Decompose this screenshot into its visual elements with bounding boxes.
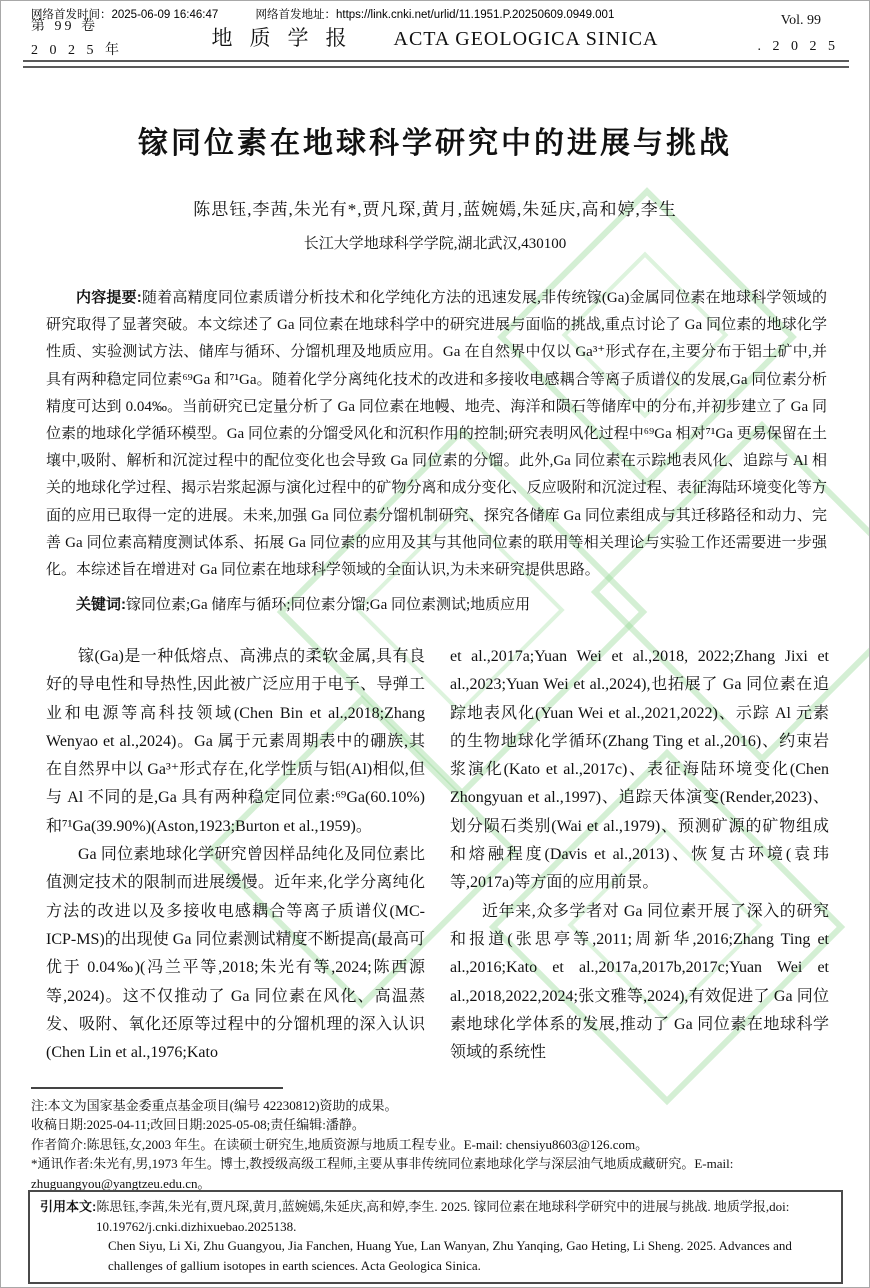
- citation-cn: [40, 1197, 831, 1236]
- left-column: [46, 643, 425, 1067]
- abstract-text: 随着高精度同位素质谱分析技术和化学纯化方法的迅速发展,非传统镓(Ga)金属同位素在地球科学领域的研究取得了显著突破。本文综述了 Ga 同位素在地球科学中的研究进展与面临的挑战,重点讨论了 Ga 同位素的地球化学性质、实验测试方法、储库与循环、分馏机理及地质应用。Ga 在自然界中仅以 Ga³⁺形式存在,主要分布于铝土矿中,并具有两种稳定同位素⁶⁹Ga 和⁷¹Ga。随着化学分离纯化技术的改进和多接收电感耦合等离子质谱仪的发展,Ga 同位素分析精度可达到 0.04‰。当前研究已定量分析了 Ga 同位素在地幔、地壳、海洋和陨石等储库中的分布,并初步建立了 Ga 同位素的地球化学循环模型。Ga 同位素的分馏受风化和沉积作用的控制;研究表明风化过程中⁶⁹Ga 相对⁷¹Ga 更易保留在土壤中,吸附、解析和沉淀过程中的配位变化也会导致 Ga 同位素的分馏。此外,Ga 同位素在示踪地表风化、追踪与 Al 相关的地球化学过程、揭示岩浆起源与演化过程中的矿物分离和成分变化、反应吸附和沉淀过程、表征海陆环境变化等方面的应用已取得一定的进展。未来,加强 Ga 同位素分馏机制研究、探究各储库 Ga 同位素组成与其迁移路径和动力、完善 Ga 同位素高精度测试体系、拓展 Ga 同位素的应用及其与其他同位素的联用等相关理论与实验工作还需要进一步强化。本综述旨在增进对 Ga 同位素在地球科学领域的全面认识,为未来研究提供思路。: [46, 290, 827, 579]
- online-first-line: [31, 6, 614, 22]
- journal-masthead: [1, 22, 869, 52]
- year-cn: 2 0 2 5 年: [31, 43, 123, 58]
- footnote-separator: [31, 1087, 283, 1089]
- footnotes: [31, 1096, 841, 1193]
- journal-title-cn: 地质学报: [211, 26, 364, 50]
- abstract-label: 内容提要:: [76, 289, 142, 306]
- citation-en: Chen Siyu, Li Xi, Zhu Guangyou, Jia Fanchen, Huang Yue, Lan Wanyan, Zhu Yanqing, Gao Heting, Li Sheng. 2025. Advances and challenges of gallium isotopes in earth sciences. Acta Geologica Sinica.: [108, 1238, 792, 1273]
- volume-en: Vol. 99: [780, 13, 821, 28]
- journal-title-en: ACTA GEOLOGICA SINICA: [393, 28, 659, 50]
- citation-cn-text: 陈思钰,李茜,朱光有,贾凡琛,黄月,蓝婉嫣,朱延庆,高和婷,李生. 2025. 镓同位素在地球科学研究中的进展与挑战. 地质学报,doi: 10.19762/j.cnki.dizhixuebao.2025138.: [96, 1199, 790, 1234]
- online-first-time: 网络首发时间：2025-06-09 16:46:47: [31, 9, 219, 21]
- citation-label: 引用本文:: [40, 1199, 97, 1214]
- body-paragraph: Ga 同位素地球化学研究曾因样品纯化及同位素比值测定技术的限制而进展缓慢。近年来,化学分离纯化方法的改进以及多接收电感耦合等离子质谱仪(MC-ICP-MS)的出现使 Ga 同位素测试精度不断提高(最高可优于 0.04‰)(冯兰平等,2018;朱光有等,2024;陈西源等,2024)。这不仅推动了 Ga 同位素在风化、高温蒸发、吸附、氧化还原等过程中的分馏机理的深入认识(Chen Lin et al.,1976;Kato: [46, 846, 425, 1062]
- author-list: 陈思钰,李茜,朱光有*,贾凡琛,黄月,蓝婉嫣,朱延庆,高和婷,李生: [193, 200, 677, 219]
- keywords-label: 关键词:: [76, 596, 126, 613]
- affiliation: 长江大学地球科学学院,湖北武汉,430100: [303, 236, 567, 252]
- footnote-dates: 收稿日期:2025-04-11;改回日期:2025-05-08;责任编辑:潘静。: [31, 1117, 365, 1133]
- online-first-url: 网络首发地址：https://link.cnki.net/urlid/11.1951.P.20250609.0949.001: [255, 9, 615, 21]
- footnote-corresponding: *通讯作者:朱光有,男,1973 年生。博士,教授级高级工程师,主要从事非传统同位素地球化学与深层油气地质成藏研究。E-mail: zhuguangyou@yangtzeu.edu.cn。: [31, 1156, 734, 1191]
- article-title: 镓同位素在地球科学研究中的进展与挑战: [138, 127, 732, 160]
- footnote-bio: 作者简介:陈思钰,女,2003 年生。在读硕士研究生,地质资源与地质工程专业。E-mail: chensiyu8603@126.com。: [31, 1136, 649, 1152]
- masthead-double-rule: [23, 60, 849, 68]
- body-paragraph: 近年来,众多学者对 Ga 同位素开展了深入的研究和报道(张思亭等,2011;周新华,2016;Zhang Ting et al.,2016;Kato et al.,2017a,2017b,2017c;Yuan Wei et al.,2018,2022,2024;张文雅等,2024),有效促进了 Ga 同位素地球化学体系的发展,推动了 Ga 同位素在地球科学领域的系统性: [450, 902, 829, 1062]
- year-en-right: . 2 0 2 5: [757, 39, 839, 54]
- abstract: [46, 284, 827, 584]
- body-columns: [46, 643, 829, 1067]
- citation-box: [28, 1190, 843, 1284]
- body-paragraph: et al.,2017a;Yuan Wei et al.,2018, 2022;Zhang Jixi et al.,2023;Yuan Wei et al.,2024),也拓展了 Ga 同位素在追踪地表风化(Yuan Wei et al.,2021,2022)、示踪 Al 元素的生物地球化学循环(Zhang Ting et al.,2016)、约束岩浆演化(Kato et al.,2017c)、表征海陆环境变化(Chen Zhongyuan et al.,1997)、追踪天体演变(Render,2023)、划分陨石类别(Wai et al.,1979)、预测矿源的矿物组成和熔融程度(Davis et al.,2013)、恢复古环境(袁玮等,2017a)等方面的应用前景。: [450, 648, 829, 892]
- footnote-fund: 注:本文为国家基金委重点基金项目(编号 42230812)资助的成果。: [31, 1098, 398, 1113]
- body-paragraph: 镓(Ga)是一种低熔点、高沸点的柔软金属,具有良好的导电性和导热性,因此被广泛应用于电子、导弹工业和电源等高科技领域(Chen Bin et al.,2018;Zhang Wenyao et al.,2024)。Ga 属于元素周期表中的硼族,其在自然界中以 Ga³⁺形式存在,化学性质与铝(Al)相似,但与 Al 不同的是,Ga 具有两种稳定同位素:⁶⁹Ga(60.10%)和⁷¹Ga(39.90%)(Aston,1923;Burton et al.,1959)。: [46, 648, 425, 835]
- page-content: [1, 1, 869, 1287]
- right-column: [450, 643, 829, 1067]
- keywords: [46, 591, 827, 619]
- keywords-text: 镓同位素;Ga 储库与循环;同位素分馏;Ga 同位素测试;地质应用: [126, 597, 531, 613]
- volume-cn: 第 99 卷: [31, 19, 98, 34]
